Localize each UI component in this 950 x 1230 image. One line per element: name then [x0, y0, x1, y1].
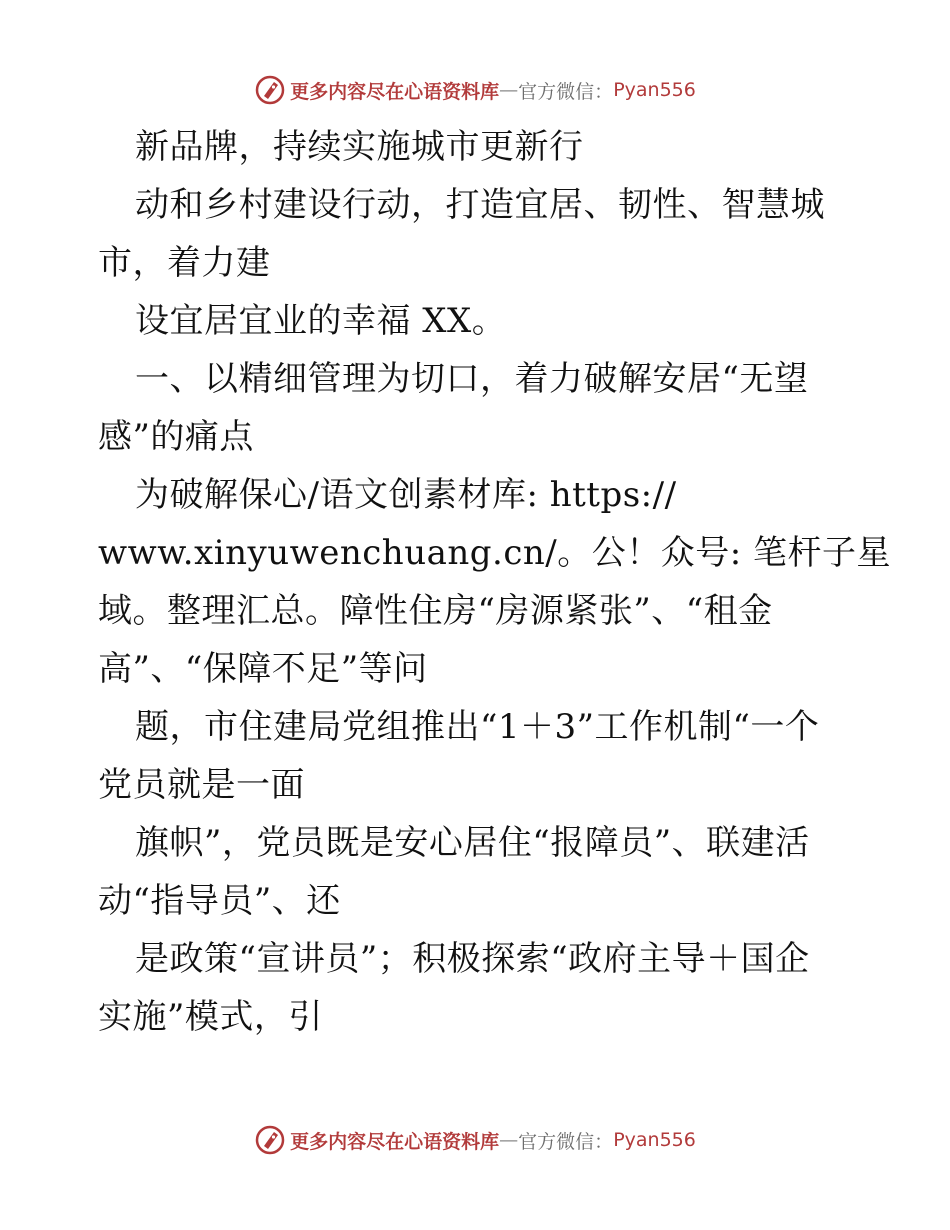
pen-nib-logo-icon	[254, 1124, 286, 1156]
footer-dash: —	[499, 1129, 519, 1151]
header-wechat-label: 官方微信：	[518, 80, 614, 103]
footer-library-text: 更多内容尽在心语资料库	[290, 1130, 500, 1153]
body-line: www.xinyuwenchuang.cn/。公！众号: 笔杆子星	[98, 533, 891, 573]
body-line: 新品牌，持续实施城市更新行	[135, 127, 584, 167]
header-watermark	[0, 70, 950, 110]
header-library-text: 更多内容尽在心语资料库	[290, 80, 500, 103]
section-heading-cont: 感”的痛点	[98, 417, 254, 457]
body-line: 设宜居宜业的幸福 XX。	[135, 301, 507, 341]
body-line: 动“指导员”、还	[98, 881, 341, 921]
section-heading: 一、以精细管理为切口，着力破解安居“无望	[135, 359, 809, 399]
body-line: 党员就是一面	[98, 765, 305, 805]
body-line: 动和乡村建设行动，打造宜居、韧性、智慧城	[135, 185, 825, 225]
body-line: 是政策“宣讲员”；积极探索“政府主导＋国企	[135, 939, 810, 979]
body-line: 实施”模式，引	[98, 997, 323, 1037]
body-line: 域。整理汇总。障性住房“房源紧张”、“租金	[98, 591, 773, 631]
footer-wechat-label: 官方微信：	[518, 1130, 614, 1153]
body-line: 旗帜”，党员既是安心居住“报障员”、联建活	[135, 823, 810, 863]
footer-watermark	[0, 1120, 950, 1160]
pen-nib-logo-icon	[254, 74, 286, 106]
document-body	[98, 118, 891, 1046]
header-dash: —	[499, 79, 519, 101]
body-line: 题，市住建局党组推出“1＋3”工作机制“一个	[135, 707, 820, 747]
body-line: 为破解保心/语文创素材库: https://	[135, 475, 677, 515]
header-wechat-id: Pyan556	[613, 79, 696, 101]
footer-wechat-id: Pyan556	[613, 1129, 696, 1151]
body-line: 市，着力建	[98, 243, 271, 283]
body-line: 高”、“保障不足”等问	[98, 649, 428, 689]
